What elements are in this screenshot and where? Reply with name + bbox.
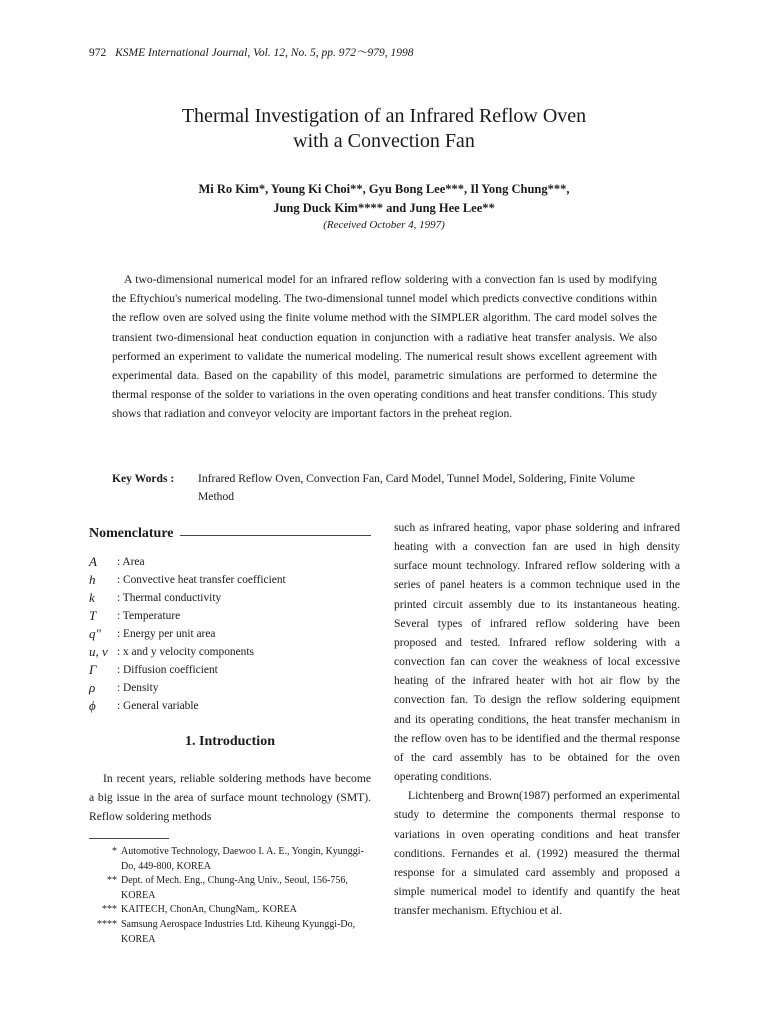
footnote <box>89 845 371 874</box>
nomenclature-item <box>89 661 371 679</box>
nomenclature-symbol: A <box>89 554 97 569</box>
keywords <box>112 470 657 506</box>
nomenclature-symbol: ρ <box>89 680 96 695</box>
nomenclature-title: Nomenclature <box>89 526 174 541</box>
nomenclature-symbol: u, v <box>89 644 108 659</box>
footnotes <box>89 845 371 947</box>
received-date: (Received October 4, 1997) <box>323 219 445 231</box>
nomenclature-desc: : x and y velocity components <box>117 646 254 658</box>
journal-citation: KSME International Journal, Vol. 12, No. 5, pp. 972～979, 1998 <box>115 47 414 59</box>
nomenclature-item <box>89 697 371 715</box>
footnote <box>89 903 371 918</box>
nomenclature-symbol: h <box>89 572 96 587</box>
nomenclature-desc: : Thermal conductivity <box>117 592 222 604</box>
nomenclature-item <box>89 553 371 571</box>
abstract <box>112 270 657 424</box>
introduction-text: In recent years, reliable soldering methods have become a big issue in the area of surface mount technology (SMT). Reflow soldering methods <box>89 772 371 823</box>
nomenclature-desc: : Diffusion coefficient <box>117 664 218 676</box>
nomenclature-desc: : General variable <box>117 700 199 712</box>
nomenclature-heading <box>89 526 371 542</box>
title-line-2: with a Convection Fan <box>293 130 475 152</box>
nomenclature-item <box>89 679 371 697</box>
title-line-1: Thermal Investigation of an Infrared Reflow Oven <box>181 105 587 127</box>
nomenclature-item <box>89 643 371 661</box>
nomenclature-desc: : Energy per unit area <box>117 628 216 640</box>
footnote-mark: **** <box>97 918 117 930</box>
nomenclature-symbol: T <box>89 608 97 623</box>
nomenclature-rule <box>180 535 372 536</box>
nomenclature-desc: : Density <box>117 682 159 694</box>
abstract-text: A two-dimensional numerical model for an infrared reflow soldering with a convection fan is used by modifying the Eftychiou's numerical modeling. The two-dimensional tunnel model which predicts convective conditions within the reflow oven are solved using the finite volume method with the SIMPLER algorithm. The card model solves the transient two-dimensional heat conduction equation in conjunction with a radiative heat transfer analysis. We also performed an experiment to validate the numerical modeling. The numerical result shows excellent agreement with experimental data. Based on the capability of this model, parametric simulations are performed to determine the thermal response of the solder to variations in the oven operating conditions and heat transfer conditions. This study shows that radiation and conveyor velocity are important factors in the preheat region. <box>112 273 657 421</box>
section-heading-introduction: 1. Introduction <box>185 734 275 749</box>
footnote-text: KAITECH, ChonAn, ChungNam,. KOREA <box>121 904 297 916</box>
nomenclature-list <box>89 553 371 715</box>
footnote <box>89 918 371 947</box>
nomenclature-desc: : Temperature <box>117 610 181 622</box>
keywords-text: Infrared Reflow Oven, Convection Fan, Card Model, Tunnel Model, Soldering, Finite Volume Method <box>198 472 635 503</box>
footnote-text: Automotive Technology, Daewoo I. A. E., Yongin, Kyunggi-Do, 449-800, KOREA <box>121 846 364 872</box>
body-paragraph: Lichtenberg and Brown(1987) performed an experimental study to determine the components thermal response to variations in oven operating conditions and heat transfer conditions. Fernandes et al. (1992) measured the thermal response for a simulated card assembly and proposed a simple numerical model to identify and quantify the heat transfer mechanism. Eftychiou et al. <box>394 789 680 918</box>
nomenclature-desc: : Area <box>117 556 145 568</box>
author-list <box>0 180 768 218</box>
footnote-mark: ** <box>107 875 117 887</box>
authors-line-2: Jung Duck Kim**** and Jung Hee Lee** <box>273 201 495 215</box>
body-paragraph: such as infrared heating, vapor phase soldering and infrared heating with a convection fan are used in high density surface mount technology. Infrared reflow soldering with a series of panel heaters is a common technique used in the printed circuit assembly due to its instantaneous heating. Several types of infrared reflow soldering have been proposed and tested. Infrared reflow soldering with a convection fan can cover the weakness of local excessive heating of the infrared heater with hot air flow by the convection fan. To design the reflow soldering equipment and its operating conditions, the heat transfer mechanism in the reflow oven has to be identified and the thermal response of the card assembly has to be obtained for the oven operating conditions. <box>394 521 680 784</box>
footnote-mark: *** <box>102 904 117 916</box>
running-header <box>89 44 413 60</box>
footnote-text: Dept. of Mech. Eng., Chung-Ang Univ., Seoul, 156-756, KOREA <box>121 875 348 901</box>
nomenclature-symbol: q" <box>89 626 101 641</box>
nomenclature-item <box>89 607 371 625</box>
footnote-mark: * <box>112 846 117 857</box>
nomenclature-item <box>89 625 371 643</box>
authors-line-1: Mi Ro Kim*, Young Ki Choi**, Gyu Bong Lee***, Il Yong Chung***, <box>198 182 570 196</box>
footnote <box>89 874 371 903</box>
nomenclature-symbol: Γ <box>89 662 97 677</box>
nomenclature-item <box>89 571 371 589</box>
nomenclature-symbol: ϕ <box>89 698 96 713</box>
paper-title <box>0 104 768 154</box>
nomenclature-desc: : Convective heat transfer coefficient <box>117 574 286 586</box>
footnote-rule <box>89 838 169 839</box>
footnote-text: Samsung Aerospace Industries Ltd. Kiheung Kyunggi-Do, KOREA <box>121 918 356 945</box>
nomenclature-item <box>89 589 371 607</box>
keywords-label: Key Words : <box>112 472 175 485</box>
right-column-body <box>394 518 680 920</box>
nomenclature-symbol: k <box>89 590 95 605</box>
introduction-body <box>89 769 371 826</box>
page-number: 972 <box>89 47 107 59</box>
